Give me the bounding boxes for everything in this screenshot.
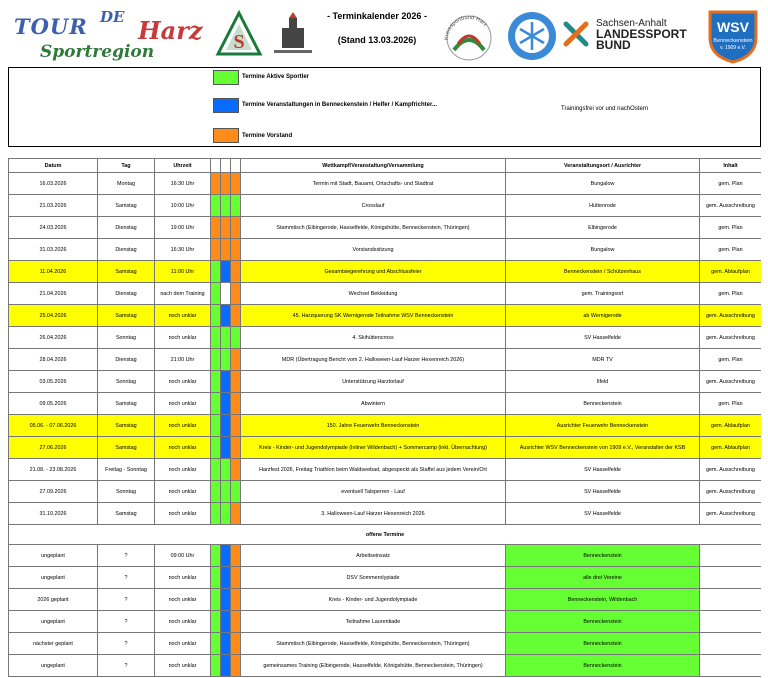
castle-logo <box>270 10 316 58</box>
lsb-name: LANDESSPORT <box>596 27 687 41</box>
cell-ort: Ilfeld <box>506 371 700 393</box>
cell-uhrzeit: noch unklar <box>155 415 211 437</box>
col-uhrzeit: Uhrzeit <box>155 159 211 173</box>
header <box>0 0 768 66</box>
cell-inhalt: gem. Plan <box>700 173 762 195</box>
cell-swatch-blue <box>221 305 231 327</box>
cell-swatch-blue <box>221 589 231 611</box>
cell-tag: Sonntag <box>98 481 155 503</box>
cell-tag: Sonntag <box>98 327 155 349</box>
cell-ort: SV Hasselfelde <box>506 503 700 525</box>
table-row <box>9 589 762 611</box>
cell-datum: 11.04.2026 <box>9 261 98 283</box>
cell-datum: ungeplant <box>9 611 98 633</box>
cell-swatch-blue <box>221 481 231 503</box>
col-wettkampf: Wettkampf/Veranstaltung/Versammlung <box>241 159 506 173</box>
cell-swatch-blue <box>221 173 231 195</box>
col-swatch-green <box>211 159 221 173</box>
cell-ort: gem. Trainingsort <box>506 283 700 305</box>
cell-inhalt: gem. Ausschreibung <box>700 305 762 327</box>
wsv-town: Benneckenstein <box>713 38 753 44</box>
cell-wettkampf: Crosslauf <box>241 195 506 217</box>
cell-ort: Bungalow <box>506 239 700 261</box>
cell-ort: Benneckenstein <box>506 393 700 415</box>
cell-tag: ? <box>98 611 155 633</box>
cell-tag: ? <box>98 655 155 677</box>
wsv-logo <box>706 8 760 64</box>
cell-swatch-orange <box>231 349 241 371</box>
cell-wettkampf: 3. Halloween-Lauf Harzer Hexenreich 2026 <box>241 503 506 525</box>
cell-datum: 31.10.2026 <box>9 503 98 525</box>
calendar-stand: (Stand 13.03.2026) <box>337 35 417 45</box>
table-row <box>9 195 762 217</box>
cell-ort: SV Hasselfelde <box>506 481 700 503</box>
cell-ort: Benneckenstein <box>506 611 700 633</box>
cell-wettkampf: Termin mit Stadt, Bauamt, Ortschafts- und Stadtrat <box>241 173 506 195</box>
cell-swatch-blue <box>221 349 231 371</box>
sa-logo <box>214 10 264 58</box>
cell-wettkampf: Abwintern <box>241 393 506 415</box>
cell-tag: Dienstag <box>98 349 155 371</box>
legend-swatch-board <box>213 128 239 143</box>
cell-wettkampf: Harzfest 2026, Freitag Triathlon beim Waldseebad, abgespeckt als Staffel aus jedem Verein/Ort <box>241 459 506 481</box>
cell-swatch-blue <box>221 261 231 283</box>
cell-swatch-orange <box>231 567 241 589</box>
cell-tag: Dienstag <box>98 283 155 305</box>
cell-datum: nächster geplant <box>9 633 98 655</box>
calendar-table-wrap <box>8 158 761 678</box>
cell-datum: ungeplant <box>9 655 98 677</box>
calendar-title: - Terminkalender 2026 - <box>327 11 427 21</box>
cell-inhalt: gem. Ausschreibung <box>700 327 762 349</box>
cell-inhalt: gem. Ausschreibung <box>700 195 762 217</box>
legend-label-board: Termine Vorstand <box>242 133 293 139</box>
cell-wettkampf: MDR (Übertragung Bericht vom 2. Halloween-Lauf Harzer Hexenreich 2026) <box>241 349 506 371</box>
cell-inhalt: gem. Ausschreibung <box>700 459 762 481</box>
cell-ort: Ausrichter WSV Benneckenstein von 1909 e.V., Veranstalter der KSB <box>506 437 700 459</box>
cell-swatch-blue <box>221 371 231 393</box>
cell-swatch-blue <box>221 393 231 415</box>
table-row <box>9 481 762 503</box>
section-title: offene Termine <box>9 525 762 545</box>
col-inhalt: Inhalt <box>700 159 762 173</box>
cell-uhrzeit: 11:00 Uhr <box>155 261 211 283</box>
cell-uhrzeit: 16:30 Uhr <box>155 173 211 195</box>
cell-uhrzeit: noch unklar <box>155 611 211 633</box>
cell-wettkampf: 150. Jahre Feuerwehr Benneckenstein <box>241 415 506 437</box>
cell-tag: Samstag <box>98 261 155 283</box>
cell-wettkampf: Arbeitseinsatz <box>241 545 506 567</box>
cell-inhalt: gem. Plan <box>700 239 762 261</box>
cell-datum: 21.08. - 23.08.2026 <box>9 459 98 481</box>
cell-ort: Benneckenstein <box>506 655 700 677</box>
table-row <box>9 393 762 415</box>
cell-wettkampf: Gesamtsiegerehrung und Abschlussfeier <box>241 261 506 283</box>
cell-swatch-orange <box>231 261 241 283</box>
cell-uhrzeit: noch unklar <box>155 437 211 459</box>
cell-swatch-green <box>211 349 221 371</box>
wsv-since: v. 1909 e.V. <box>720 45 746 51</box>
cell-datum: 03.05.2026 <box>9 371 98 393</box>
cell-swatch-green <box>211 611 221 633</box>
cell-tag: Dienstag <box>98 239 155 261</box>
cell-datum: ungeplant <box>9 567 98 589</box>
cell-tag: Samstag <box>98 503 155 525</box>
cell-ort: Benneckenstein, Wildenbach <box>506 589 700 611</box>
cell-datum: 09.05.2026 <box>9 393 98 415</box>
tour-logo-de: DE <box>100 8 125 26</box>
cell-swatch-green <box>211 437 221 459</box>
cell-ort: Bungalow <box>506 173 700 195</box>
cell-wettkampf: Unterstützung Harztorlauf <box>241 371 506 393</box>
cell-inhalt: gem. Ausschreibung <box>700 481 762 503</box>
cell-uhrzeit: noch unklar <box>155 633 211 655</box>
cell-swatch-blue <box>221 633 231 655</box>
cell-ort: ab Wernigerode <box>506 305 700 327</box>
cell-swatch-blue <box>221 567 231 589</box>
cell-ort: Benneckenstein / Schützenhaus <box>506 261 700 283</box>
cell-swatch-orange <box>231 589 241 611</box>
cell-datum: 28.04.2026 <box>9 349 98 371</box>
table-row <box>9 173 762 195</box>
legend-label-events: Termine Veranstaltungen in Benneckenstein / Helfer / Kampfrichter... <box>242 102 437 108</box>
cell-swatch-green <box>211 305 221 327</box>
cell-swatch-green <box>211 545 221 567</box>
cell-uhrzeit: nach dem Training <box>155 283 211 305</box>
cell-swatch-green <box>211 371 221 393</box>
cell-ort: MDR TV <box>506 349 700 371</box>
legend-swatch-events <box>213 98 239 113</box>
cell-inhalt <box>700 611 762 633</box>
table-row <box>9 611 762 633</box>
cell-wettkampf: Kreis - Kinder- und Jugendolympiade (Inliner Wildenbach) + Sommercamp (inkl. Übernachtung) <box>241 437 506 459</box>
lsb-name-2: BUND <box>596 38 631 52</box>
cell-datum: 31.03.2026 <box>9 239 98 261</box>
ksb-logo <box>440 10 498 62</box>
cell-inhalt <box>700 655 762 677</box>
cell-uhrzeit: noch unklar <box>155 481 211 503</box>
cell-inhalt <box>700 545 762 567</box>
cell-swatch-orange <box>231 633 241 655</box>
cell-swatch-green <box>211 567 221 589</box>
cell-tag: Freitag - Sonntag <box>98 459 155 481</box>
col-swatch-orange <box>231 159 241 173</box>
cell-tag: ? <box>98 567 155 589</box>
table-header-row <box>9 159 762 173</box>
cell-swatch-orange <box>231 195 241 217</box>
cell-swatch-green <box>211 173 221 195</box>
title-block <box>322 10 432 46</box>
cell-inhalt: gem. Ablaufplan <box>700 415 762 437</box>
cell-uhrzeit: noch unklar <box>155 589 211 611</box>
table-row <box>9 655 762 677</box>
table-row <box>9 503 762 525</box>
cell-wettkampf: DSV Sommerolypiade <box>241 567 506 589</box>
cell-datum: 21.03.2026 <box>9 195 98 217</box>
calendar-table <box>8 158 761 677</box>
cell-uhrzeit: noch unklar <box>155 305 211 327</box>
cell-swatch-green <box>211 655 221 677</box>
svg-text:S: S <box>233 31 245 53</box>
cell-uhrzeit: 16:30 Uhr <box>155 239 211 261</box>
cell-ort: Ausrichter Feuerwehr Benneckenstein <box>506 415 700 437</box>
cell-datum: 27.09.2026 <box>9 481 98 503</box>
cell-ort: alle drei Vereine <box>506 567 700 589</box>
cell-swatch-orange <box>231 217 241 239</box>
table-row <box>9 283 762 305</box>
table-row <box>9 327 762 349</box>
cell-wettkampf: Stammtisch (Elbingerode, Hasselfelde, Königshütte, Benneckenstein, Thüringen) <box>241 633 506 655</box>
table-row <box>9 567 762 589</box>
table-row <box>9 305 762 327</box>
table-row <box>9 415 762 437</box>
cell-swatch-green <box>211 283 221 305</box>
cell-datum: ungeplant <box>9 545 98 567</box>
cell-swatch-blue <box>221 545 231 567</box>
table-row <box>9 633 762 655</box>
col-tag: Tag <box>98 159 155 173</box>
tour-de-harz-logo <box>8 8 208 64</box>
table-row <box>9 545 762 567</box>
legend-note: Trainingsfrei vor und nachOstern <box>561 106 649 112</box>
table-row <box>9 371 762 393</box>
cell-uhrzeit: noch unklar <box>155 371 211 393</box>
cell-inhalt: gem. Plan <box>700 217 762 239</box>
cell-uhrzeit: 19:00 Uhr <box>155 217 211 239</box>
cell-datum: 2026 geplant <box>9 589 98 611</box>
cell-inhalt: gem. Ausschreibung <box>700 503 762 525</box>
cell-datum: 24.03.2026 <box>9 217 98 239</box>
cell-swatch-blue <box>221 459 231 481</box>
cell-tag: Samstag <box>98 393 155 415</box>
cell-swatch-blue <box>221 415 231 437</box>
section-row <box>9 525 762 545</box>
table-row <box>9 459 762 481</box>
cell-tag: Sonntag <box>98 371 155 393</box>
cell-swatch-blue <box>221 655 231 677</box>
cell-swatch-blue <box>221 239 231 261</box>
legend-label-active: Termine Aktive Sportler <box>242 74 310 80</box>
cell-ort: Elbingerode <box>506 217 700 239</box>
cell-inhalt: gem. Ablaufplan <box>700 437 762 459</box>
cell-datum: 21.04.2026 <box>9 283 98 305</box>
cell-swatch-green <box>211 261 221 283</box>
cell-inhalt: gem. Plan <box>700 283 762 305</box>
cell-inhalt: gem. Plan <box>700 349 762 371</box>
cell-ort: Benneckenstein <box>506 545 700 567</box>
cell-tag: ? <box>98 589 155 611</box>
cell-swatch-blue <box>221 195 231 217</box>
cell-ort: SV Hasselfelde <box>506 459 700 481</box>
cell-swatch-blue <box>221 283 231 305</box>
cell-swatch-green <box>211 393 221 415</box>
cell-ort: Benneckenstein <box>506 633 700 655</box>
ksb-logo-text: Kreissportbund Harz <box>443 14 489 41</box>
table-row <box>9 261 762 283</box>
cell-swatch-orange <box>231 393 241 415</box>
cell-datum: 26.04.2026 <box>9 327 98 349</box>
cell-wettkampf: Stammtisch (Elbingerode, Hasselfelde, Königshütte, Benneckenstein, Thüringen) <box>241 217 506 239</box>
cell-wettkampf: 45. Harzquerung SK Wernigerode Teilnahme WSV Benneckenstein <box>241 305 506 327</box>
cell-swatch-orange <box>231 545 241 567</box>
cell-inhalt <box>700 633 762 655</box>
cell-swatch-orange <box>231 371 241 393</box>
cell-swatch-green <box>211 217 221 239</box>
tour-logo-line1: TOUR <box>14 14 88 39</box>
cell-swatch-orange <box>231 173 241 195</box>
cell-swatch-green <box>211 195 221 217</box>
cell-tag: Samstag <box>98 195 155 217</box>
cell-swatch-orange <box>231 327 241 349</box>
cell-swatch-blue <box>221 503 231 525</box>
cell-swatch-green <box>211 327 221 349</box>
lsb-state: Sachsen-Anhalt <box>596 18 667 29</box>
cell-tag: Montag <box>98 173 155 195</box>
cell-swatch-green <box>211 633 221 655</box>
cell-inhalt: gem. Ausschreibung <box>700 371 762 393</box>
tour-logo-harz: Harz <box>138 16 203 45</box>
cell-swatch-green <box>211 481 221 503</box>
cell-ort: Hüttenrode <box>506 195 700 217</box>
cell-inhalt: gem. Plan <box>700 393 762 415</box>
cell-uhrzeit: noch unklar <box>155 459 211 481</box>
cell-swatch-orange <box>231 655 241 677</box>
cell-swatch-orange <box>231 283 241 305</box>
cell-swatch-blue <box>221 217 231 239</box>
col-ort: Veranstaltungsort / Ausrichter <box>506 159 700 173</box>
cell-wettkampf: Wechsel Bekleidung <box>241 283 506 305</box>
cell-swatch-orange <box>231 437 241 459</box>
wsv-name: WSV <box>717 19 749 35</box>
cell-swatch-green <box>211 503 221 525</box>
cell-inhalt <box>700 567 762 589</box>
cell-swatch-green <box>211 589 221 611</box>
cell-datum: 05.06. - 07.06.2026 <box>9 415 98 437</box>
legend <box>8 67 761 147</box>
tour-logo-line2: Sportregion <box>40 42 155 62</box>
cell-inhalt <box>700 589 762 611</box>
cell-swatch-blue <box>221 327 231 349</box>
cell-uhrzeit: 21:00 Uhr <box>155 349 211 371</box>
cell-uhrzeit: noch unklar <box>155 393 211 415</box>
table-row <box>9 437 762 459</box>
cell-tag: Samstag <box>98 305 155 327</box>
cell-datum: 27.06.2026 <box>9 437 98 459</box>
cell-wettkampf: Kreis - Kinder- und Jugendolympiade <box>241 589 506 611</box>
cell-swatch-green <box>211 239 221 261</box>
cell-swatch-orange <box>231 503 241 525</box>
cell-wettkampf: 4. Skihüttencross <box>241 327 506 349</box>
cell-datum: 16.03.2026 <box>9 173 98 195</box>
cell-uhrzeit: 09:00 Uhr <box>155 545 211 567</box>
cell-wettkampf: gemeinsames Training (Elbingerode, Hasselfelde, Königshütte, Benneckenstein, Thüringen) <box>241 655 506 677</box>
cell-tag: ? <box>98 545 155 567</box>
legend-swatch-active <box>213 70 239 85</box>
cell-uhrzeit: noch unklar <box>155 567 211 589</box>
cell-swatch-blue <box>221 437 231 459</box>
cell-swatch-orange <box>231 239 241 261</box>
cell-uhrzeit: noch unklar <box>155 655 211 677</box>
table-row <box>9 349 762 371</box>
cell-swatch-orange <box>231 459 241 481</box>
cell-tag: ? <box>98 633 155 655</box>
col-swatch-blue <box>221 159 231 173</box>
snowflake-logo <box>506 10 558 62</box>
cell-swatch-orange <box>231 305 241 327</box>
cell-datum: 25.04.2026 <box>9 305 98 327</box>
cell-wettkampf: eventuell Talsperren - Lauf <box>241 481 506 503</box>
table-row <box>9 217 762 239</box>
landessportbund-logo <box>560 12 700 56</box>
cell-tag: Dienstag <box>98 217 155 239</box>
cell-swatch-green <box>211 459 221 481</box>
cell-tag: Samstag <box>98 437 155 459</box>
cell-swatch-blue <box>221 611 231 633</box>
table-row <box>9 239 762 261</box>
cell-inhalt: gem. Ablaufplan <box>700 261 762 283</box>
cell-uhrzeit: noch unklar <box>155 327 211 349</box>
cell-tag: Samstag <box>98 415 155 437</box>
cell-swatch-orange <box>231 415 241 437</box>
cell-wettkampf: Vorstandssitzung <box>241 239 506 261</box>
cell-swatch-orange <box>231 481 241 503</box>
cell-swatch-orange <box>231 611 241 633</box>
cell-uhrzeit: noch unklar <box>155 503 211 525</box>
cell-uhrzeit: 10:00 Uhr <box>155 195 211 217</box>
cell-ort: SV Hasselfelde <box>506 327 700 349</box>
cell-wettkampf: Teilnahme Laurentiade <box>241 611 506 633</box>
cell-swatch-green <box>211 415 221 437</box>
col-datum: Datum <box>9 159 98 173</box>
